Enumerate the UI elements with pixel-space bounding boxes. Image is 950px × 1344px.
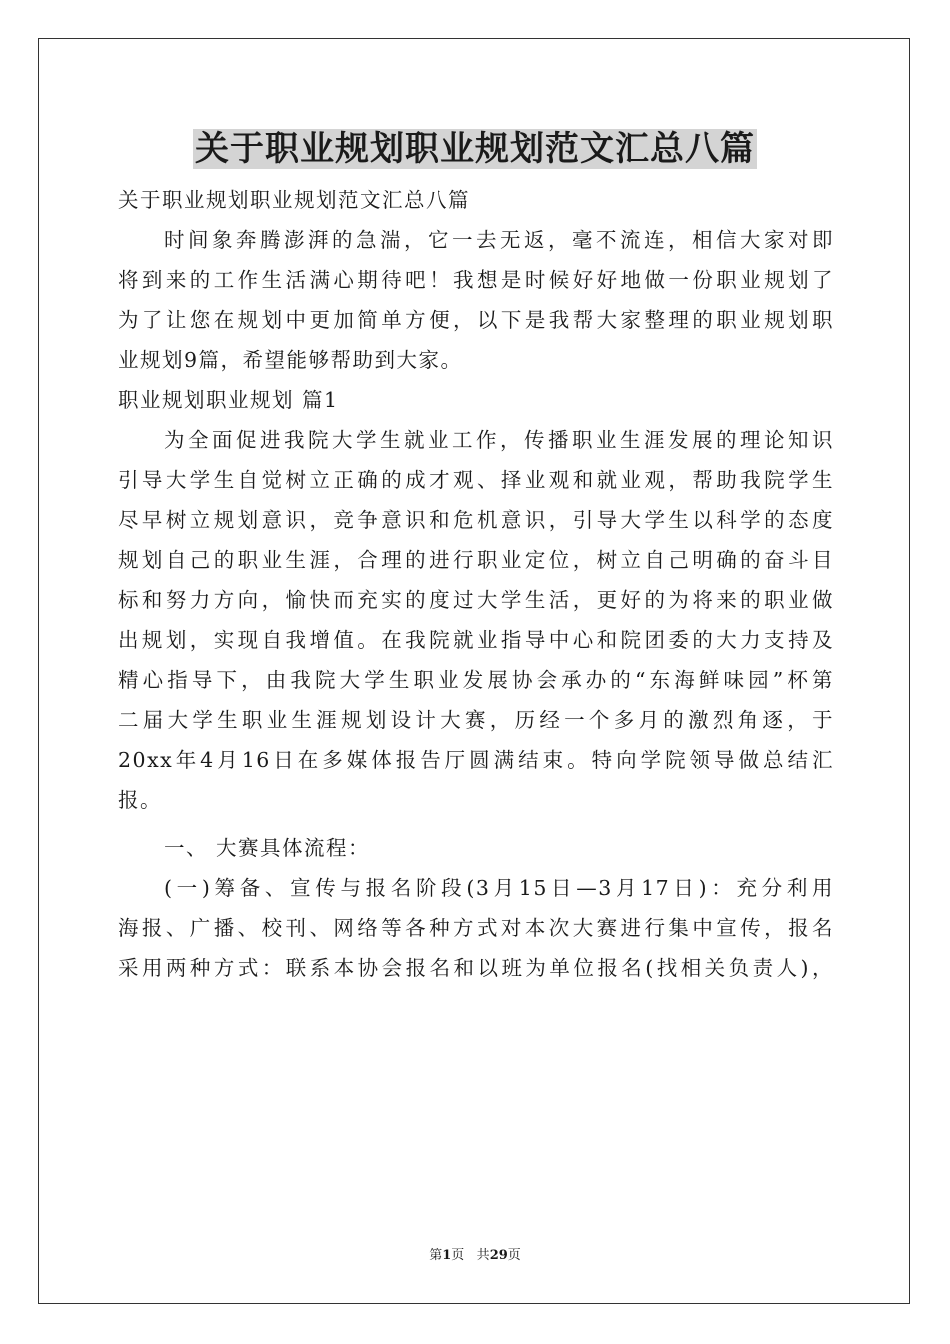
document-title-text: 关于职业规划职业规划范文汇总八篇	[195, 129, 755, 169]
section-line: 规划自己的职业生涯，合理的进行职业定位，树立自己明确的奋斗目	[118, 548, 834, 572]
section-line: 引导大学生自觉树立正确的成才观、择业观和就业观，帮助我院学生	[118, 468, 834, 492]
document-title	[0, 125, 950, 173]
section-line: 二届大学生职业生涯规划设计大赛，历经一个多月的激烈角逐，于	[118, 708, 834, 732]
section-line: 尽早树立规划意识，竞争意识和危机意识，引导大学生以科学的态度	[118, 508, 834, 532]
intro-line: 将到来的工作生活满心期待吧！我想是时候好好地做一份职业规划了	[118, 268, 834, 292]
footer-total-suffix: 页	[507, 1248, 521, 1263]
section-line: 标和努力方向，愉快而充实的度过大学生活，更好的为将来的职业做	[118, 588, 834, 612]
section-line: 20xx年4月16日在多媒体报告厅圆满结束。特向学院领导做总结汇	[118, 748, 834, 772]
footer-prefix: 第	[429, 1248, 443, 1263]
stage-line: 采用两种方式：联系本协会报名和以班为单位报名(找相关负责人)，	[118, 956, 834, 980]
footer-total-pages: 29	[489, 1248, 508, 1263]
document-subtitle: 关于职业规划职业规划范文汇总八篇	[118, 188, 470, 212]
section-line: 出规划，实现自我增值。在我院就业指导中心和院团委的大力支持及	[118, 628, 834, 652]
page-footer	[0, 1247, 950, 1265]
stage-line: 海报、广播、校刊、网络等各种方式对本次大赛进行集中宣传，报名	[118, 916, 834, 940]
intro-line: 业规划9篇，希望能够帮助到大家。	[118, 348, 463, 372]
section-heading: 职业规划职业规划 篇1	[118, 388, 339, 412]
footer-total-prefix: 共	[476, 1248, 490, 1263]
section-line: 报。	[118, 788, 162, 812]
document-body	[118, 180, 834, 988]
section-line: 精心指导下，由我院大学生职业发展协会承办的“东海鲜味园”杯第	[118, 668, 834, 692]
stage-line: (一)筹备、宣传与报名阶段(3月15日—3月17日)：充分利用	[164, 876, 834, 900]
footer-page-word: 页	[451, 1248, 465, 1263]
section-line: 为全面促进我院大学生就业工作，传播职业生涯发展的理论知识	[164, 428, 834, 452]
intro-line: 时间象奔腾澎湃的急湍，它一去无返，毫不流连，相信大家对即	[164, 228, 834, 252]
process-subheading: 一、 大赛具体流程：	[164, 836, 371, 860]
intro-line: 为了让您在规划中更加简单方便，以下是我帮大家整理的职业规划职	[118, 308, 834, 332]
footer-current-page: 1	[442, 1248, 452, 1263]
